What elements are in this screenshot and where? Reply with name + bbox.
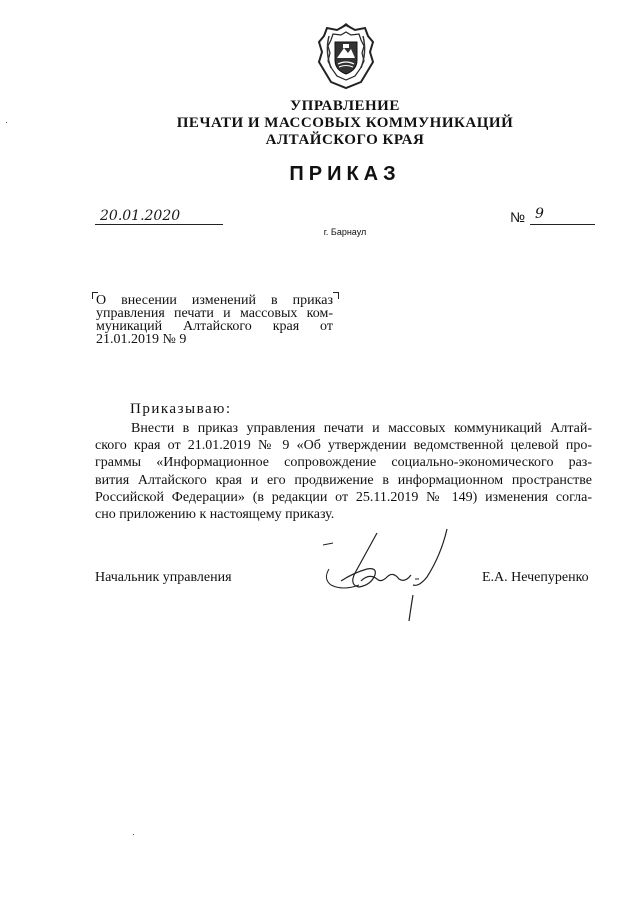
subject-line: О внесении изменений в приказ [96, 293, 333, 308]
signer-name: Е.А. Нечепуренко [482, 570, 589, 585]
subject-line: муникаций Алтайского края от [96, 319, 333, 334]
header-line-1: УПРАВЛЕНИЕ [290, 98, 400, 114]
subject-line: 21.01.2019 № 9 [96, 332, 187, 347]
number-sign: № [510, 209, 526, 225]
order-body [95, 420, 592, 523]
handwritten-signature-icon [315, 525, 460, 625]
subject-bracket-right [333, 292, 339, 299]
date-underline [95, 224, 223, 225]
body-line: граммы «Информационное сопровождение социально-экономического раз- [95, 455, 592, 471]
coat-of-arms-icon [315, 22, 377, 90]
scan-speck [6, 122, 7, 123]
body-line: вития Алтайского края и его продвижение в информационном пространстве [95, 472, 592, 488]
number-underline [530, 224, 595, 225]
handwritten-number: 9 [535, 206, 544, 222]
subject-line: управления печати и массовых ком- [96, 306, 333, 321]
order-directive-word: Приказываю: [130, 401, 232, 417]
body-line: сно приложению к настоящему приказу. [95, 507, 335, 523]
body-line: ского края от 21.01.2019 № 9 «Об утверждении ведомственной целевой про- [95, 438, 592, 454]
header-line-2: ПЕЧАТИ И МАССОВЫХ КОММУНИКАЦИЙ [176, 115, 514, 131]
signer-title: Начальник управления [95, 570, 232, 585]
scan-speck [133, 834, 134, 835]
organization-header [150, 98, 540, 149]
body-line: Российской Федерации» (в редакции от 25.11.2019 № 149) изменения согла- [95, 489, 592, 505]
body-line: Внести в приказ управления печати и массовых коммуникаций Алтай- [131, 421, 592, 436]
city-label: г. Барнаул [323, 227, 367, 237]
handwritten-date: 20.01.2020 [100, 208, 181, 224]
order-subject [96, 294, 333, 346]
header-line-3: АЛТАЙСКОГО КРАЯ [265, 132, 425, 148]
document-type-title: ПРИКАЗ [289, 163, 401, 185]
